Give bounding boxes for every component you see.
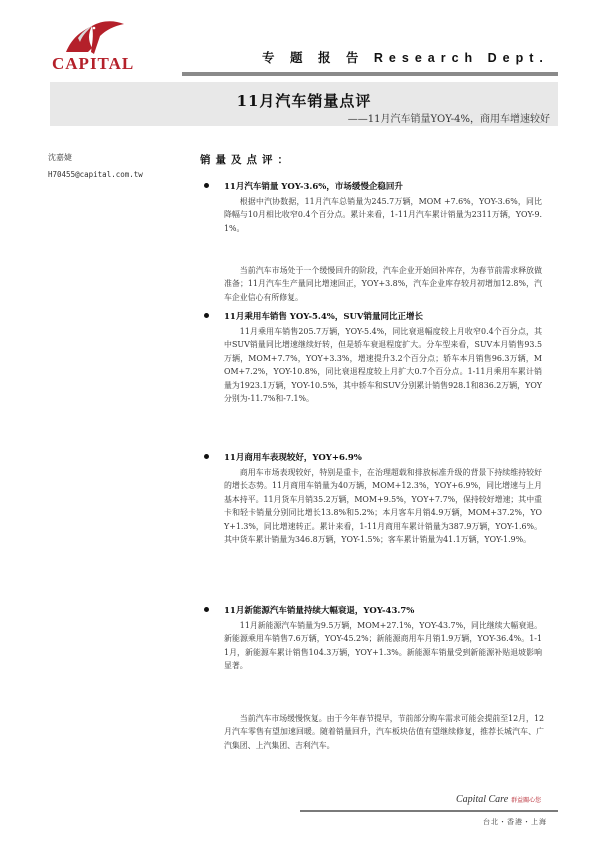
author-name: 沈嘉婕 [48, 153, 72, 162]
bullet-dot [204, 313, 209, 318]
conclusion-paragraph: 当前汽车市场缓慢恢复。由于今年春节提早，节前部分购车需求可能会提前至12月，12月汽车零售有望加速回暖。随着销量回升，汽车板块估值有望继续修复，推荐长城汽车、广汽集团、上汽集团、吉利汽车。 [224, 714, 544, 750]
eagle-logo-icon [58, 18, 128, 58]
paragraph-passenger: 11月乘用车销售205.7万辆，YOY-5.4%，同比衰退幅度较上月收窄0.4个百分点，其中SUV销量同比增速继续好转，但是轿车衰退程度扩大。分车型来看，SUV本月销售93.5万辆，MOM+7.7%，YOY+3.3%，增速提升3.2个百分点；轿车本月销售96.3万辆，MOM+7.2%，YOY-10.8%，同比衰退程度较上月扩大0.7个百分点。1-11月乘用车累计销量为1923.1万辆，YOY-10.5%，其中轿车和SUV分别累计销售928.1和836.2万辆，YOY分别为-11.7%和-7.1%。 [224, 327, 542, 404]
bullet-title-total-sales: 11月汽车销量 YOY-3.6%，市场缓慢企稳回升 [224, 182, 403, 192]
report-title: 11月汽车销量点评 [236, 92, 372, 110]
footer-divider [300, 810, 558, 812]
bullet-title-passenger: 11月乘用车销售 YOY-5.4%，SUV销量同比正增长 [224, 312, 424, 322]
department-label: 专 题 报 告 Research Dept. [262, 51, 549, 65]
footer-cities: 台北・香港・上海 [483, 818, 547, 826]
header-divider [182, 72, 558, 76]
footer-logo-small: 群益關心您 [511, 798, 542, 804]
footer-logo-script: Capital Care [456, 794, 509, 805]
brand-logo-text: CAPITAL [52, 54, 135, 73]
paragraph-commercial: 商用车市场表现较好，特别是重卡，在治理超载和排放标准升级的背景下持续维持较好的增长态势。11月商用车销量为40万辆，MOM+12.3%，YOY+6.9%，同比增速与上月基本持平。11月货车月销35.2万辆，MOM+9.5%，YOY+7.7%，保持较好增速；其中重卡和轻卡销量分别同比增长13.8%和5.2%；本月客车月销4.9万辆，MOM+37.2%，YOY+1.3%，同比增速转正。累计来看，1-11月商用车累计销量为387.9万辆，YOY-1.6%。其中货车累计销量为346.8万辆，YOY-1.5%；客车累计销量为41.1万辆，YOY-1.9%。 [224, 468, 542, 545]
author-email: H70455@capital.com.tw [48, 170, 143, 179]
report-subtitle: ——11月汽车销量YOY-4%，商用车增速较好 [347, 114, 550, 125]
paragraph-total-sales-2: 当前汽车市场处于一个缓慢回升的阶段，汽车企业开始回补库存，为春节前需求释放做准备；11月汽车生产量同比增速回正，YOY+3.8%，汽车企业库存较月初增加12.8%，汽车企业信心有所修复。 [224, 266, 542, 302]
bullet-title-commercial: 11月商用车表现较好，YOY+6.9% [224, 453, 362, 463]
bullet-dot [204, 454, 209, 459]
bullet-dot [204, 183, 209, 188]
paragraph-total-sales-1: 根据中汽协数据，11月汽车总销量为245.7万辆，MOM +7.6%，YOY-3.6%，同比降幅与10月相比收窄0.4个百分点。累计来看，1-11月汽车累计销量为2311万辆，YOY-9.1%。 [224, 197, 542, 233]
section-heading: 销量及点评： [200, 154, 293, 166]
bullet-dot [204, 607, 209, 612]
footer-logo [456, 794, 541, 805]
paragraph-new-energy: 11月新能源汽车销量为9.5万辆，MOM+27.1%，YOY-43.7%，同比继续大幅衰退。新能源乘用车销售7.6万辆，YOY-45.2%；新能源商用车月销1.9万辆，YOY-36.4%。1-11月，新能源车累计销售104.3万辆，YOY+1.3%。新能源车销量受到新能源补贴退坡影响显著。 [224, 621, 542, 671]
bullet-title-new-energy: 11月新能源汽车销量持续大幅衰退，YOY-43.7% [224, 606, 415, 616]
